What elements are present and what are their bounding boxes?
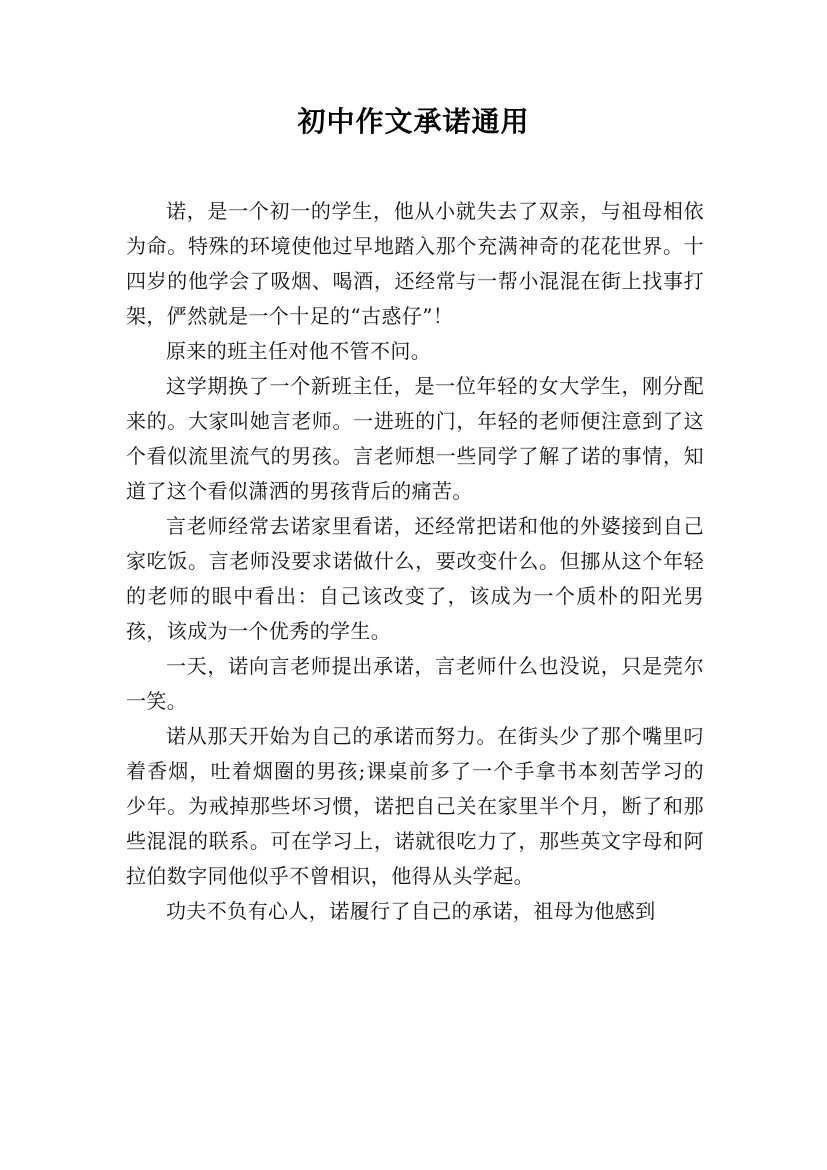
paragraph: 言老师经常去诺家里看诺，还经常把诺和他的外婆接到自己家吃饭。言老师没要求诺做什么，要改变什么。但挪从这个年轻的老师的眼中看出：自己该改变了，该成为一个质朴的阳光男孩，该成为一个优秀的学生。 bbox=[126, 514, 704, 643]
paragraph: 一天，诺向言老师提出承诺，言老师什么也没说，只是莞尔一笑。 bbox=[126, 654, 704, 713]
paragraph: 原来的班主任对他不管不问。 bbox=[166, 339, 432, 363]
paragraph: 功夫不负有心人，诺履行了自己的承诺，祖母为他感到 bbox=[166, 899, 656, 923]
paragraph: 这学期换了一个新班主任，是一位年轻的女大学生，刚分配来的。大家叫她言老师。一进班的门，年轻的老师便注意到了这个看似流里流气的男孩。言老师想一些同学了解了诺的事情，知道了这个看似潇洒的男孩背后的痛苦。 bbox=[126, 374, 704, 503]
document-title: 初中作文承诺通用 bbox=[297, 105, 530, 138]
paragraph: 诺从那天开始为自己的承诺而努力。在街头少了那个嘴里叼着香烟，吐着烟圈的男孩;课桌前多了一个手拿书本刻苦学习的少年。为戒掉那些坏习惯，诺把自己关在家里半个月，断了和那些混混的联系。可在学习上，诺就很吃力了，那些英文字母和阿拉伯数字同他似乎不曾相识，他得从头学起。 bbox=[126, 724, 704, 888]
paragraph: 诺，是一个初一的学生，他从小就失去了双亲，与祖母相依为命。特殊的环境使他过早地踏入那个充满神奇的花花世界。十四岁的他学会了吸烟、喝酒，还经常与一帮小混混在街上找事打架，俨然就是一个十足的“古惑仔”！ bbox=[126, 199, 704, 328]
document-body bbox=[126, 194, 704, 929]
